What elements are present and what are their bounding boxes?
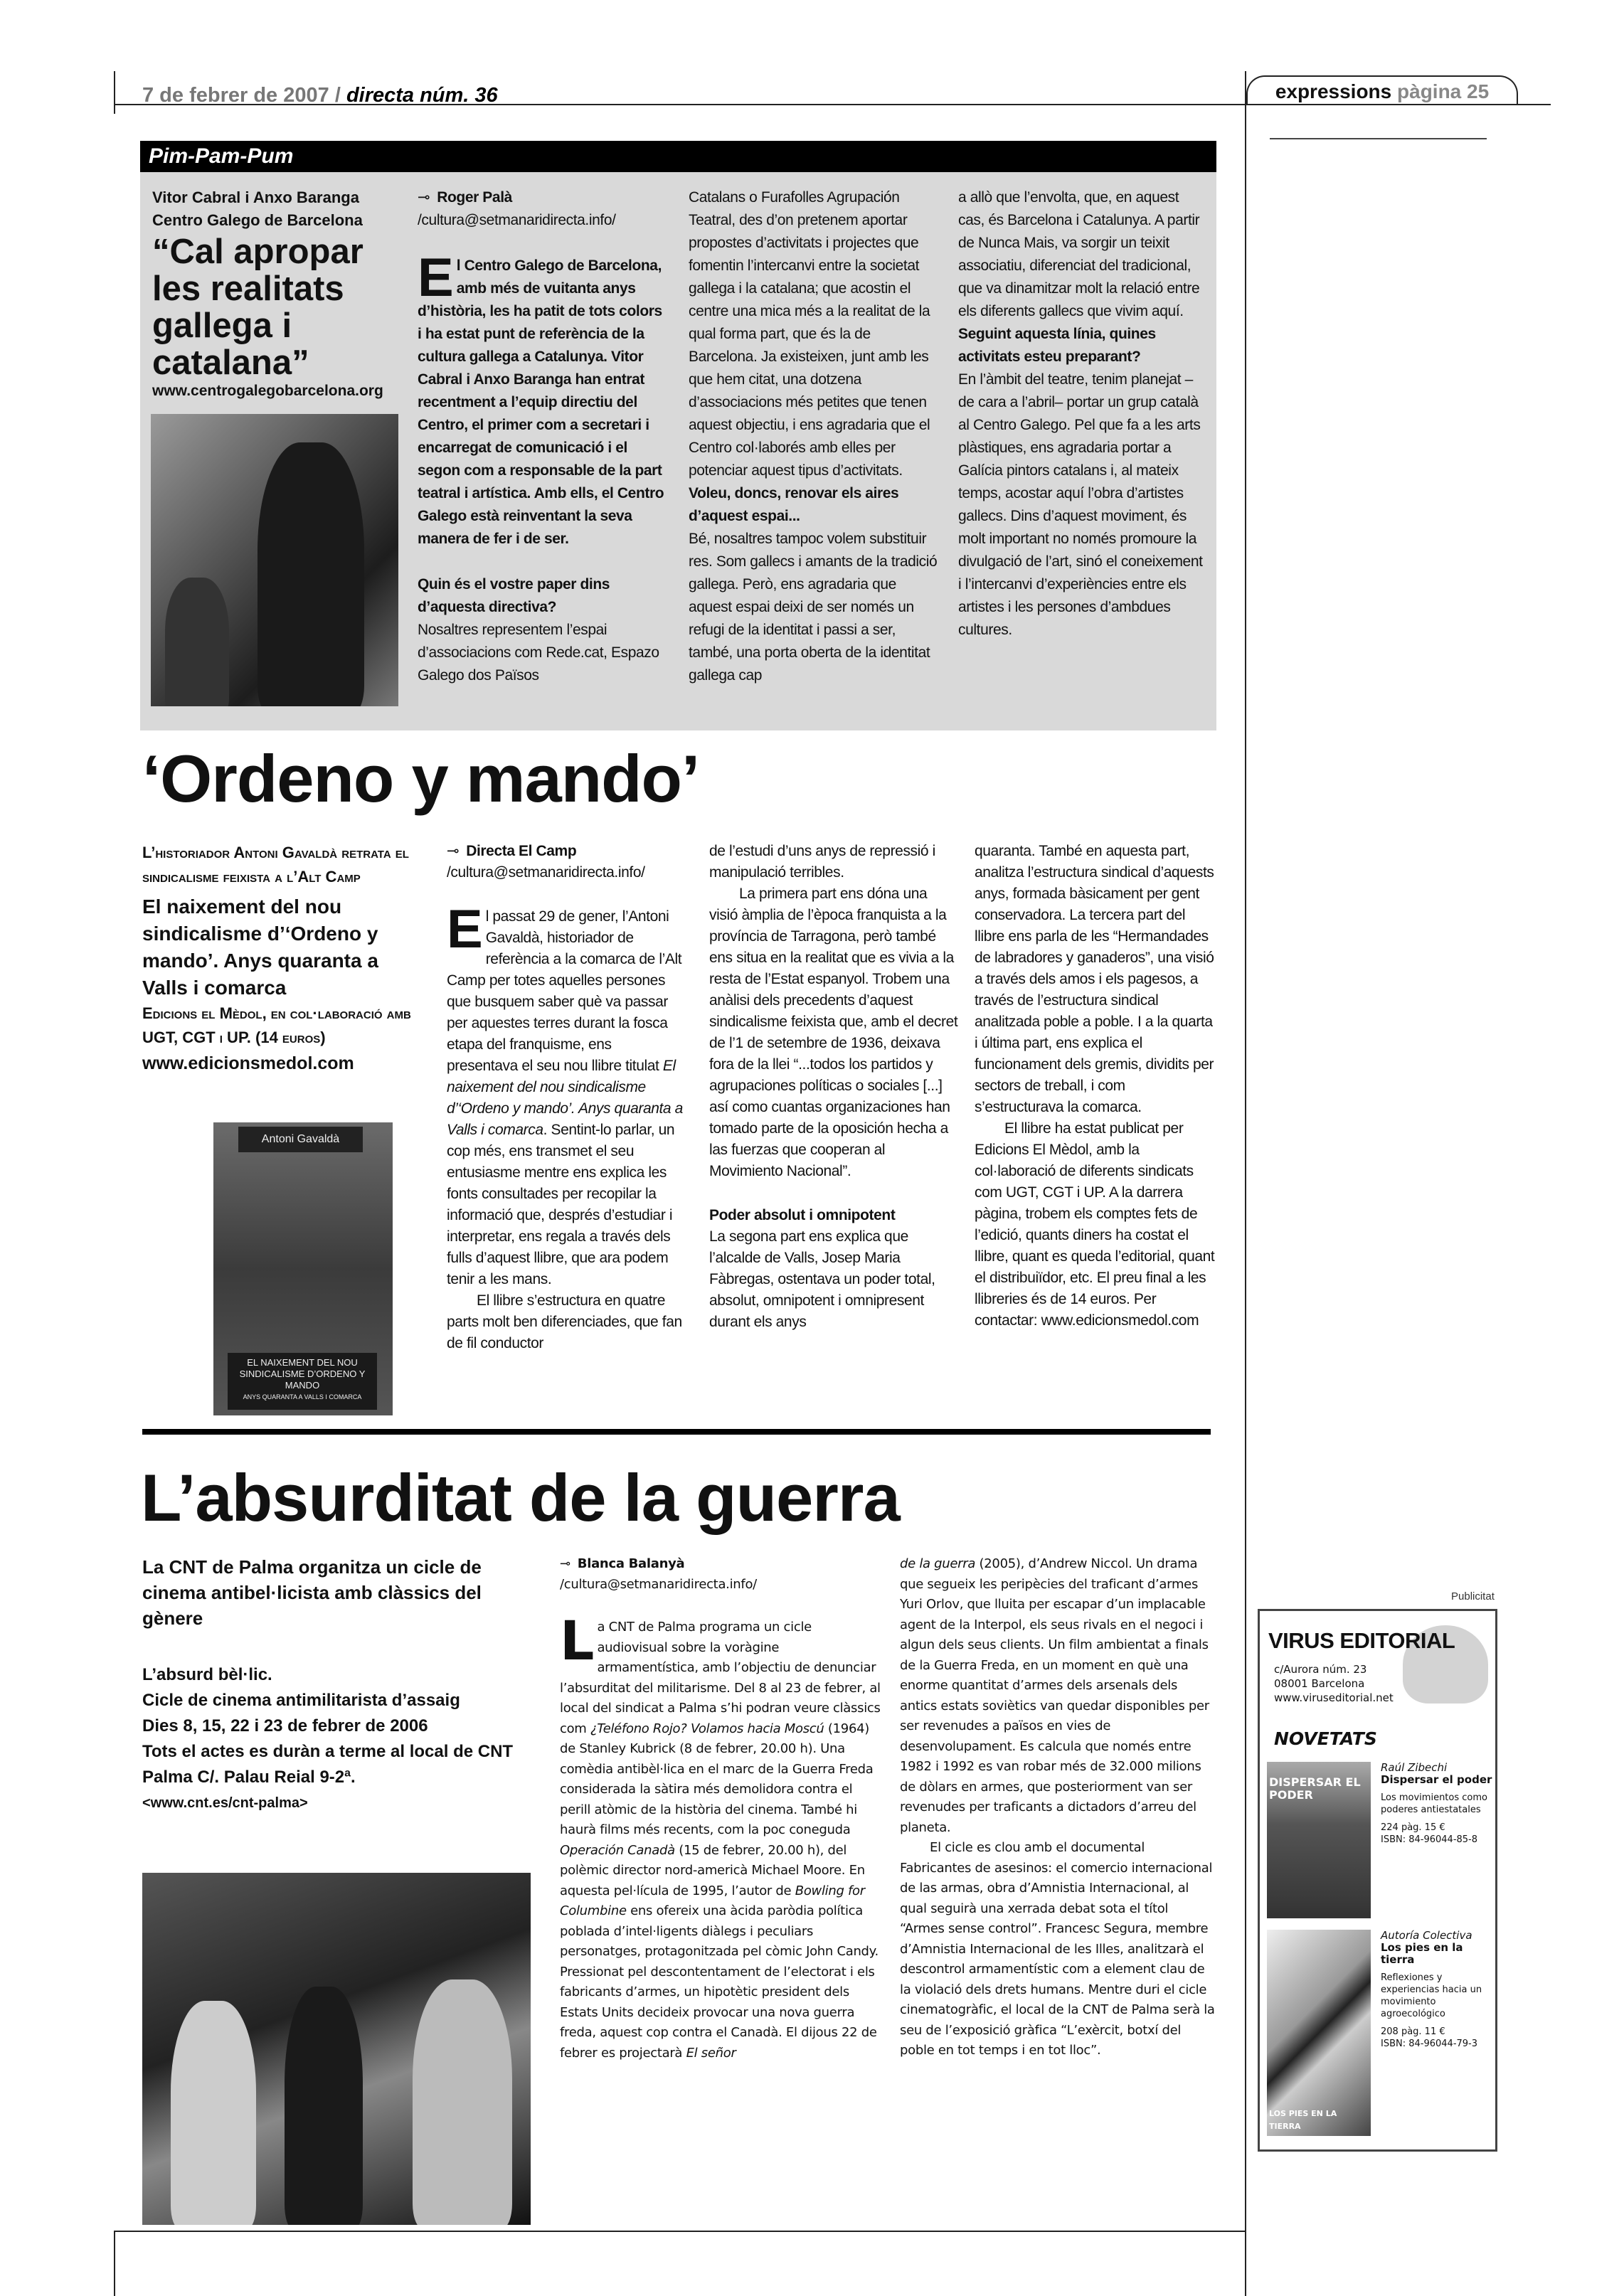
- italic-title: El señor: [686, 2045, 736, 2061]
- event-dates: Dies 8, 15, 22 i 23 de febrer de 2006: [142, 1716, 428, 1736]
- sidebar-divider: [1245, 71, 1246, 2296]
- issue-header: [142, 84, 498, 107]
- article3-column-2: [900, 1554, 1216, 2061]
- article2-column-1: [447, 841, 686, 1354]
- book-author: Raúl Zibechi: [1381, 1761, 1448, 1774]
- drop-cap: E: [447, 899, 483, 960]
- ad-label: Publicitat: [1451, 1590, 1495, 1603]
- body-paragraph: Bé, nosaltres tampoc volem substituir res. Som gallecs i amants de la tradició gallega. Però, ens agradaria que aquest espai deixi de ser només un refugi de la identitat i passi a ser, també, una porta oberta de la identitat gallega cap: [689, 531, 938, 684]
- interview-question: Quin és el vostre paper dins d’aquesta directiva?: [418, 576, 610, 615]
- ad-address: [1274, 1662, 1394, 1705]
- italic-title: Bowling for Columbine: [560, 1883, 865, 1918]
- body-paragraph: Catalans o Furafolles Agrupación Teatral, des d’on pretenem aportar propostes d’activitats i projectes que fomentin l’intercanvi entre la societat gallega i la catalana; que acostin el centre una mica més a la realitat de la qual forma part, que és la de Barcelona. Ja existeixen, junt amb les que hem citat, una dotzena d’associacions més petites que tenen aquest objectiu, i ens agradaria que el Centro col·laborés amb elles per potenciar aquest tipus d’activitats.: [689, 189, 930, 479]
- interview-column-2: [689, 186, 942, 687]
- paragraph-gap: [709, 1182, 958, 1205]
- article2-column-2: [709, 841, 958, 1333]
- body-paragraph: En l’àmbit del teatre, tenim planejat –de cara a l’abril– portar un grup català al Centro Galego. Pel que fa a les arts plàstiques, ens agradaria portar a Galícia pintors catalans i, al mateix temps, acostar aquí l’obra d’artistes gallecs. Dins d’aquest moviment, és molt important no només promoure la divulgació de l’art, sinó el coneixement i l’intercanvi d’experiències entre els artistes i les persones d’ambdues cultures.: [958, 371, 1203, 638]
- byline: [447, 841, 686, 862]
- book-description: Reflexiones y experiencias hacia un movimiento agroecológico: [1381, 1972, 1482, 2019]
- interview-question: Seguint aquesta línia, quines activitats esteu preparant?: [958, 326, 1156, 365]
- drop-cap: L: [560, 1609, 595, 1672]
- section-bar: Pim-Pam-Pum: [140, 141, 1216, 172]
- issue-number: directa núm. 36: [346, 84, 498, 107]
- paragraph-gap: [418, 551, 665, 573]
- body-paragraph: El passat 29 de gener, l’Antoni Gavaldà, historiador de referència a la comarca de l’Alt Camp per totes aquelles persones que busquem saber què va passar per aquestes terres durant la fosca etapa del franquisme, ens presentava el seu nou llibre titulat El naixement del nou sindicalisme d’‘Ordeno y mando’. Anys quaranta a Valls i comarca. Sentint-lo parlar, un cop més, ens transmet el seu entusiasme mentre ens explica les fonts consultades per recopilar la informació que, després d’estudiar i interpretar, ens regala a través dels fulls d’aquest llibre, que ara podem tenir a les mans.: [447, 899, 683, 1287]
- body-paragraph: La primera part ens dóna una visió àmplia de l’època franquista a la província de Tarragona, però també ens situa en la realitat que es vivia a la resta de l’Estat espanyol. Trobem una anàlisi dels precedents d’aquest sindicalisme feixista que, amb el decret de l’1 de setembre de 1936, deixava fora de la llei “...todos los partidos y agrupaciones políticas o sociales [...] así como cuantas organizaciones han tomado parte de la oposición hecha a las fuerzas que cooperan al Movimiento Nacional”.: [709, 886, 958, 1179]
- ad-heading: NOVETATS: [1274, 1728, 1377, 1749]
- interview-question: Poder absolut i omnipotent: [709, 1207, 896, 1223]
- italic-title: Operación Canadà: [560, 1842, 675, 1858]
- event-name: L’absurd bèl·lic.: [142, 1665, 272, 1684]
- body-paragraph: El llibre ha estat publicat per Edicions El Mèdol, amb la col·laboració de diferents sindicats com UGT, CGT i UP. A la darrera pàgina, trobem els comptes fets de l’edició, quants diners ha costat el llibre, quant es queda l’editorial, quant el distribuiïdor, etc. El preu final a les llibreries és de 14 euros. Per contactar: www.edicionsmedol.com: [975, 1120, 1215, 1329]
- author-name: Roger Palà: [437, 189, 512, 206]
- body-paragraph: de la guerra (2005), d’Andrew Niccol. Un drama que segueix les peripècies del traficant d’armes Yuri Orlov, que lluita per escapar d’un implacable agent de la Interpol, els seus rivals en el negoci i algun dels seus clients. Un film ambientat a finals de la Guerra Freda, en un moment en què una enorme quantitat d’armes dels arsenals dels antics estats soviètics van quedar disponibles per ser revenudes a països en vies de desenvolupament. Es calcula que només entre 1982 i 1992 es van robar més de 32.000 milions de dòlars en armes, que posteriorment van ser revenudes per traficants a dictadors d’arreu del planeta.: [900, 1556, 1209, 1835]
- book-cover-image: LOS PIES EN LA TIERRA: [1267, 1930, 1371, 2136]
- column-text: [418, 248, 665, 687]
- byline-arrow-icon: ⊸: [418, 189, 430, 206]
- article-title: L’absurditat de la guerra: [141, 1460, 900, 1535]
- ad-city: 08001 Barcelona: [1274, 1677, 1365, 1690]
- cover-title-box: [228, 1353, 377, 1410]
- interview-column-1: [418, 186, 665, 687]
- left-margin-rule-bottom: [114, 2231, 115, 2296]
- footer-rule: [114, 2231, 1245, 2232]
- publisher-url: www.edicionsmedol.com: [142, 1053, 354, 1073]
- ad-publisher: VIRUS EDITORIAL: [1268, 1628, 1455, 1653]
- section-tab: [1246, 75, 1518, 105]
- book-description: Los movimientos como poderes antiestatales: [1381, 1792, 1487, 1815]
- byline: [418, 186, 665, 209]
- article-title: ‘Ordeno y mando’: [142, 741, 700, 816]
- body-paragraph: La CNT de Palma programa un cicle audiovisual sobre la voràgine armamentística, amb l’objectiu de denunciar l’absurditat del militarisme. Del 8 al 23 de febrer, al local del sindicat a Palma s’hi podran veure clàssics com ¿Teléfono Rojo? Volamos hacia Moscú (1964) de Stanley Kubrick (8 de febrer, 20.00 h). Una comèdia antibèl·lica en el marc de la Guerra Freda considerada la sàtira més demolidora contra el perill atòmic de la història del cinema. També hi haurà films més recents, com la poc coneguda Operación Canadà (15 de febrer, 20.00 h), del polèmic director nord-americà Michael Moore. En aquesta pel·lícula de 1995, l’autor de Bowling for Columbine ens ofereix una àcida paròdia política poblada d’intel·ligents diàlegs i peculiars personatges, protagonitzada pel còmic John Candy. Pressionat pel descontentament de l’electorat i els fabricants d’armes, un hipotètic president dels Estats Units decideix provocar una nova guerra freda, aquest cop contra el Canadà. El dijous 22 de febrer es projectarà El señor: [560, 1609, 881, 2061]
- article-sidebar-info: [142, 841, 416, 1077]
- body-paragraph: La segona part ens explica que l’alcalde de Valls, Josep Maria Fàbregas, ostentava un poder total, absolut, omnipotent i omnipresent durant els anys: [709, 1228, 935, 1330]
- event-web: <www.cnt.es/cnt-palma>: [142, 1795, 308, 1811]
- virus-editorial-ad[interactable]: [1258, 1609, 1497, 2152]
- byline-arrow-icon: ⊸: [560, 1556, 570, 1571]
- author-name: Directa El Camp: [466, 843, 577, 859]
- article3-info: [142, 1554, 541, 1816]
- italic-title: El naixement del nou sindicalisme d’‘Ordeno y mando’. Anys quaranta a Valls i comarca: [447, 1058, 683, 1138]
- lead-paragraph: El Centro Galego de Barcelona, amb més de vuitanta anys d’història, les ha patit de tots colors i ha estat punt de referència de la cultura gallega a Catalunya. Vitor Cabral i Anxo Baranga han entrat recentment a l’equip directiu del Centro, el primer com a secretari i encarregat de comunicació i el segon com a responsable de la part teatral i artística. Amb ells, el Centro Galego està reinventant la seva manera de fer i de ser.: [418, 248, 664, 547]
- ad-book: [1381, 1930, 1495, 2050]
- interview-url: www.centrogalegobarcelona.org: [152, 383, 383, 399]
- cover-title: EL NAIXEMENT DEL NOU SINDICALISME D’ORDENO Y MANDO: [239, 1357, 366, 1391]
- interviewee-org: Centro Galego de Barcelona: [152, 211, 363, 229]
- left-margin-rule-top: [114, 71, 115, 114]
- byline: [560, 1554, 881, 1575]
- article-subtitle: La CNT de Palma organitza un cicle de cinema antibel·licista amb clàssics del gènere: [142, 1556, 482, 1629]
- book-isbn: ISBN: 84-96044-79-3: [1381, 2039, 1478, 2049]
- event-location: Tots el actes es duràn a terme al local de CNT Palma C/. Palau Reial 9-2ª.: [142, 1742, 514, 1787]
- book-title: Dispersar el poder: [1381, 1773, 1492, 1786]
- interview-question: Voleu, doncs, renovar els aires d’aquest espai...: [689, 485, 899, 524]
- author-email: /cultura@setmanaridirecta.info/: [560, 1576, 757, 1592]
- event-description: Cicle de cinema antimilitarista d’assaig: [142, 1691, 460, 1710]
- italic-title: ¿Teléfono Rojo? Volamos hacia Moscú: [590, 1721, 824, 1736]
- body-paragraph: El cicle es clou amb el documental Fabricantes de asesinos: el comercio internacional de las armas, obra d’Amnistia Internacional, al qual seguirà una xerrada debat sota el títol “Armes sense control”. Francesc Segura, membre d’Amnistia Internacional de les Illes, analitzarà el descontrol armamentístic com a element clau de la violació dels drets humans. Mentre duri el cicle cinematogràfic, el local de la CNT de Palma serà la seu de l’exposició gràfica “L’exèrcit, botxí del poble en tot temps i en tot lloc”.: [900, 1840, 1215, 2058]
- cover-author: Antoni Gavaldà: [238, 1127, 363, 1152]
- interview-intro: [152, 186, 401, 401]
- issue-date: 7 de febrer de 2007 /: [142, 84, 346, 107]
- interviewee-photo: [151, 414, 398, 706]
- column-text: [560, 1609, 881, 2063]
- book-publisher: Edicions el Mèdol, en col·laboració amb UGT, CGT i UP. (14 euros): [142, 1004, 411, 1046]
- ad-street: c/Aurora núm. 23: [1274, 1663, 1367, 1676]
- body-paragraph: a allò que l’envolta, que, en aquest cas, és Barcelona i Catalunya. A partir de Nunca Mais, va sorgir un teixit associatiu, diferenciat del tradicional, que va dinamitzar molt la relació entre els diferents gallecs que vivim aquí.: [958, 189, 1200, 319]
- article3-column-1: [560, 1554, 881, 2063]
- column-text: [447, 899, 686, 1354]
- book-price: 224 pàg. 15 €: [1381, 1822, 1445, 1833]
- drop-cap: E: [418, 248, 454, 308]
- article-kicker: L’historiador Antoni Gavaldà retrata el sindicalisme feixista a l’Alt Camp: [142, 844, 409, 886]
- section-name: expressions: [1275, 80, 1392, 102]
- interviewees: Vitor Cabral i Anxo Baranga: [152, 188, 359, 206]
- interview-headline: “Cal apropar les realitats gallega i catalana”: [152, 233, 363, 382]
- book-price: 208 pàg. 11 €: [1381, 2026, 1445, 2037]
- ad-book: [1381, 1762, 1495, 1846]
- film-still-photo: [142, 1873, 531, 2225]
- author-email: /cultura@setmanaridirecta.info/: [447, 864, 645, 881]
- ad-web: www.viruseditorial.net: [1274, 1691, 1394, 1704]
- interview-column-3: [958, 186, 1207, 642]
- body-paragraph: Nosaltres representem l’espai d’associacions com Rede.cat, Espazo Galego dos Països: [418, 622, 659, 684]
- body-paragraph: de l’estudi d’uns anys de repressió i manipulació terribles.: [709, 843, 935, 881]
- byline-arrow-icon: ⊸: [447, 843, 460, 859]
- sidebar-rule: [1270, 138, 1487, 139]
- author-name: Blanca Balanyà: [577, 1556, 685, 1571]
- article-separator: [142, 1429, 1211, 1435]
- book-cover-image: [213, 1122, 393, 1415]
- book-cover-image: DISPERSAR EL PODER: [1267, 1762, 1371, 1918]
- book-title: El naixement del nou sindicalisme d’‘Ordeno y mando’. Anys quaranta a Valls i comarca: [142, 895, 378, 999]
- body-paragraph: quaranta. També en aquesta part, analitza l’estructura sindical d’aquests anys, formada bàsicament per gent conservadora. La tercera part del llibre ens parla de les “Hermandades de labradores y ganaderos”, una visió a través dels amos i els pagesos, a través de l’estructura sindical analitzada poble a poble. I a la quarta i última part, ens explica el funcionament dels gremis, dividits per sectors de treball, i com s’estructurava la comarca.: [975, 843, 1214, 1115]
- book-author: Autoría Colectiva: [1381, 1929, 1472, 1942]
- italic-title: de la guerra: [900, 1556, 976, 1571]
- book-isbn: ISBN: 84-96044-85-8: [1381, 1834, 1478, 1845]
- article2-column-3: [975, 841, 1216, 1332]
- cover-subtitle: ANYS QUARANTA A VALLS I COMARCA: [243, 1393, 362, 1401]
- author-email: /cultura@setmanaridirecta.info/: [418, 212, 616, 228]
- body-paragraph: El llibre s’estructura en quatre parts molt ben diferenciades, que fan de fil conductor: [447, 1292, 682, 1351]
- page-number: pàgina 25: [1397, 80, 1490, 102]
- book-title: Los pies en la tierra: [1381, 1941, 1463, 1966]
